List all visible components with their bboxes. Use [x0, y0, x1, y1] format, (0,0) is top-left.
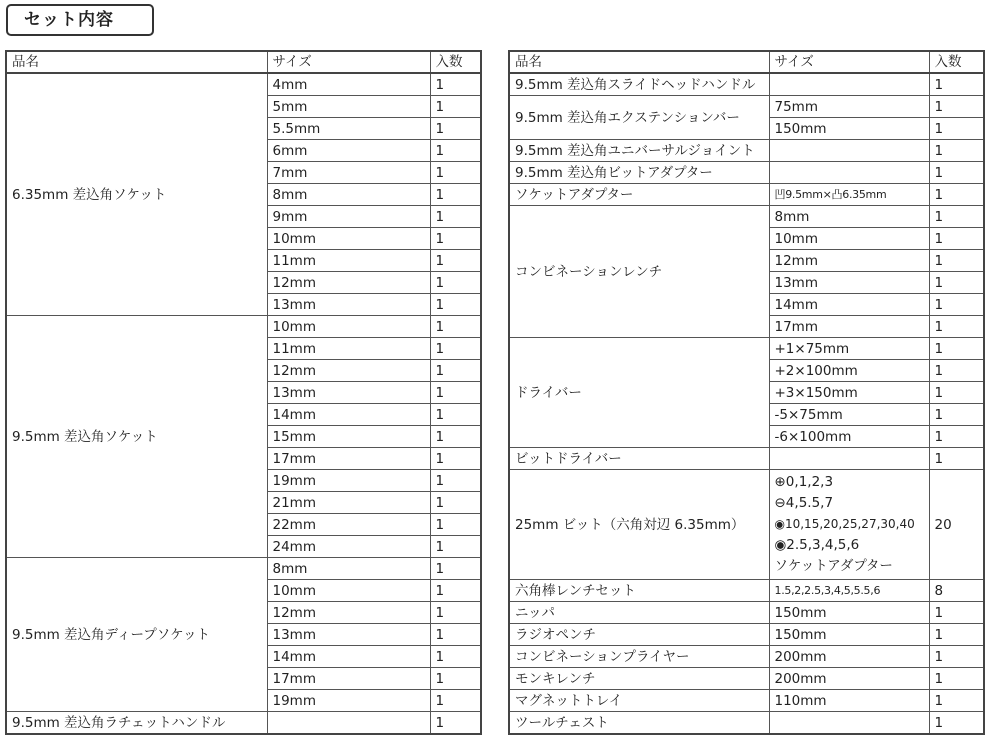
item-name: ニッパ — [509, 602, 769, 624]
item-size: 22mm — [267, 514, 430, 536]
table-row — [6, 712, 481, 735]
item-size: -6×100mm — [769, 426, 929, 448]
item-size: 5.5mm — [267, 118, 430, 140]
item-qty: 1 — [929, 140, 984, 162]
item-qty: 1 — [430, 558, 481, 580]
item-qty: 1 — [929, 668, 984, 690]
item-size — [769, 73, 929, 96]
item-qty: 1 — [430, 602, 481, 624]
item-qty: 1 — [430, 448, 481, 470]
size-line: ◉10,15,20,25,27,30,40 — [774, 517, 915, 531]
item-name: 6.35mm 差込角ソケット — [6, 73, 267, 316]
item-name: 9.5mm 差込角ディープソケット — [6, 558, 267, 712]
item-qty: 1 — [929, 294, 984, 316]
item-size: 110mm — [769, 690, 929, 712]
table-row — [509, 184, 984, 206]
item-qty: 1 — [430, 360, 481, 382]
table-row — [509, 470, 984, 580]
item-qty: 20 — [929, 470, 984, 580]
size-line: ◉2.5,3,4,5,6 — [774, 537, 860, 553]
table-header-row — [6, 51, 481, 73]
item-size: 12mm — [267, 602, 430, 624]
item-size: 21mm — [267, 492, 430, 514]
item-size: 凹9.5mm×凸6.35mm — [769, 184, 929, 206]
item-qty: 1 — [430, 690, 481, 712]
item-qty: 1 — [929, 162, 984, 184]
header-size: サイズ — [267, 51, 430, 73]
item-size: 150mm — [769, 118, 929, 140]
item-qty: 1 — [430, 294, 481, 316]
item-size: 7mm — [267, 162, 430, 184]
parts-table-left — [5, 50, 482, 735]
item-name: ソケットアダプター — [509, 184, 769, 206]
table-row — [509, 690, 984, 712]
item-qty: 1 — [430, 250, 481, 272]
item-qty: 1 — [929, 228, 984, 250]
item-name: 六角棒レンチセット — [509, 580, 769, 602]
item-size: 8mm — [769, 206, 929, 228]
size-line: ⊖4,5.5,7 — [774, 495, 834, 511]
item-size: 5mm — [267, 96, 430, 118]
item-size: 9mm — [267, 206, 430, 228]
item-size: 200mm — [769, 646, 929, 668]
table-row — [509, 668, 984, 690]
item-size: 10mm — [267, 228, 430, 250]
item-qty: 1 — [430, 470, 481, 492]
item-size: 14mm — [267, 646, 430, 668]
item-size: -5×75mm — [769, 404, 929, 426]
item-qty: 1 — [430, 624, 481, 646]
table-row — [509, 712, 984, 735]
item-name: モンキレンチ — [509, 668, 769, 690]
item-qty: 1 — [929, 382, 984, 404]
item-qty: 1 — [929, 96, 984, 118]
item-name: 9.5mm 差込角スライドヘッドハンドル — [509, 73, 769, 96]
item-size — [267, 712, 430, 735]
item-name: 9.5mm 差込角ユニバーサルジョイント — [509, 140, 769, 162]
item-size: 150mm — [769, 624, 929, 646]
table-row — [509, 646, 984, 668]
item-size: 8mm — [267, 558, 430, 580]
item-qty: 1 — [430, 73, 481, 96]
section-title: セット内容 — [6, 4, 154, 36]
item-qty: 1 — [929, 448, 984, 470]
item-size: 12mm — [267, 360, 430, 382]
item-qty: 1 — [430, 646, 481, 668]
item-qty: 1 — [929, 624, 984, 646]
item-size: 11mm — [267, 250, 430, 272]
table-row — [509, 580, 984, 602]
item-size: 4mm — [267, 73, 430, 96]
item-size: 24mm — [267, 536, 430, 558]
header-name: 品名 — [6, 51, 267, 73]
item-qty: 1 — [430, 206, 481, 228]
item-size: +3×150mm — [769, 382, 929, 404]
table-header-row — [509, 51, 984, 73]
table-row — [509, 73, 984, 96]
item-qty: 1 — [430, 184, 481, 206]
table-row — [6, 73, 481, 96]
item-qty: 1 — [430, 162, 481, 184]
item-qty: 1 — [929, 712, 984, 735]
item-qty: 1 — [430, 272, 481, 294]
item-qty: 1 — [430, 712, 481, 735]
item-qty: 1 — [929, 426, 984, 448]
item-qty: 1 — [430, 536, 481, 558]
item-qty: 1 — [430, 382, 481, 404]
item-size — [769, 712, 929, 735]
table-row — [509, 162, 984, 184]
item-qty: 1 — [929, 316, 984, 338]
header-qty: 入数 — [430, 51, 481, 73]
item-qty: 1 — [430, 404, 481, 426]
item-name: コンビネーションプライヤー — [509, 646, 769, 668]
item-name: ドライバー — [509, 338, 769, 448]
size-line: ⊕0,1,2,3 — [774, 474, 834, 490]
item-size: 15mm — [267, 426, 430, 448]
item-size: 13mm — [267, 624, 430, 646]
item-qty: 1 — [929, 338, 984, 360]
item-size: 17mm — [267, 448, 430, 470]
item-qty: 1 — [430, 140, 481, 162]
item-size — [769, 470, 929, 580]
item-qty: 1 — [929, 272, 984, 294]
item-name: ラジオペンチ — [509, 624, 769, 646]
item-size: +1×75mm — [769, 338, 929, 360]
item-name: 9.5mm 差込角ビットアダプター — [509, 162, 769, 184]
item-name: 9.5mm 差込角ラチェットハンドル — [6, 712, 267, 735]
table-row — [6, 316, 481, 338]
item-qty: 1 — [430, 96, 481, 118]
item-qty: 1 — [430, 492, 481, 514]
table-row — [509, 448, 984, 470]
item-size — [769, 162, 929, 184]
item-qty: 1 — [929, 118, 984, 140]
item-size: 8mm — [267, 184, 430, 206]
item-qty: 1 — [430, 426, 481, 448]
parts-table-right — [508, 50, 985, 735]
header-qty: 入数 — [929, 51, 984, 73]
item-qty: 1 — [929, 690, 984, 712]
item-qty: 1 — [430, 338, 481, 360]
item-size: 13mm — [267, 294, 430, 316]
item-qty: 1 — [430, 668, 481, 690]
header-name: 品名 — [509, 51, 769, 73]
item-qty: 1 — [430, 118, 481, 140]
item-name: マグネットトレイ — [509, 690, 769, 712]
item-size — [769, 140, 929, 162]
table-row — [509, 338, 984, 360]
item-qty: 1 — [929, 206, 984, 228]
item-qty: 1 — [929, 602, 984, 624]
table-row — [509, 96, 984, 118]
item-name: 9.5mm 差込角エクステンションバー — [509, 96, 769, 140]
item-size: 75mm — [769, 96, 929, 118]
item-name: ツールチェスト — [509, 712, 769, 735]
item-size: 12mm — [267, 272, 430, 294]
item-name: 9.5mm 差込角ソケット — [6, 316, 267, 558]
item-qty: 1 — [929, 73, 984, 96]
table-row — [509, 140, 984, 162]
item-size: 13mm — [769, 272, 929, 294]
item-size: 200mm — [769, 668, 929, 690]
item-size: 13mm — [267, 382, 430, 404]
header-size: サイズ — [769, 51, 929, 73]
item-qty: 1 — [929, 646, 984, 668]
size-line: ソケットアダプター — [774, 558, 893, 574]
table-row — [509, 206, 984, 228]
item-name: 25mm ビット（六角対辺 6.35mm） — [509, 470, 769, 580]
item-size: 17mm — [267, 668, 430, 690]
item-size: 11mm — [267, 338, 430, 360]
item-size: 10mm — [267, 316, 430, 338]
item-size: 150mm — [769, 602, 929, 624]
item-qty: 1 — [929, 250, 984, 272]
item-size: 19mm — [267, 690, 430, 712]
table-row — [509, 624, 984, 646]
item-size: 14mm — [769, 294, 929, 316]
table-row — [509, 602, 984, 624]
item-name: コンビネーションレンチ — [509, 206, 769, 338]
table-row — [6, 558, 481, 580]
item-size: 10mm — [769, 228, 929, 250]
item-size: 19mm — [267, 470, 430, 492]
item-size: 14mm — [267, 404, 430, 426]
item-qty: 1 — [929, 184, 984, 206]
item-size — [769, 448, 929, 470]
item-size: 6mm — [267, 140, 430, 162]
item-qty: 1 — [430, 228, 481, 250]
item-qty: 1 — [929, 404, 984, 426]
item-qty: 1 — [929, 360, 984, 382]
item-size: +2×100mm — [769, 360, 929, 382]
item-name: ビットドライバー — [509, 448, 769, 470]
item-qty: 8 — [929, 580, 984, 602]
item-size: 12mm — [769, 250, 929, 272]
item-size: 1.5,2,2.5,3,4,5,5.5,6 — [769, 580, 929, 602]
item-size: 17mm — [769, 316, 929, 338]
item-qty: 1 — [430, 316, 481, 338]
item-size: 10mm — [267, 580, 430, 602]
item-qty: 1 — [430, 514, 481, 536]
item-qty: 1 — [430, 580, 481, 602]
